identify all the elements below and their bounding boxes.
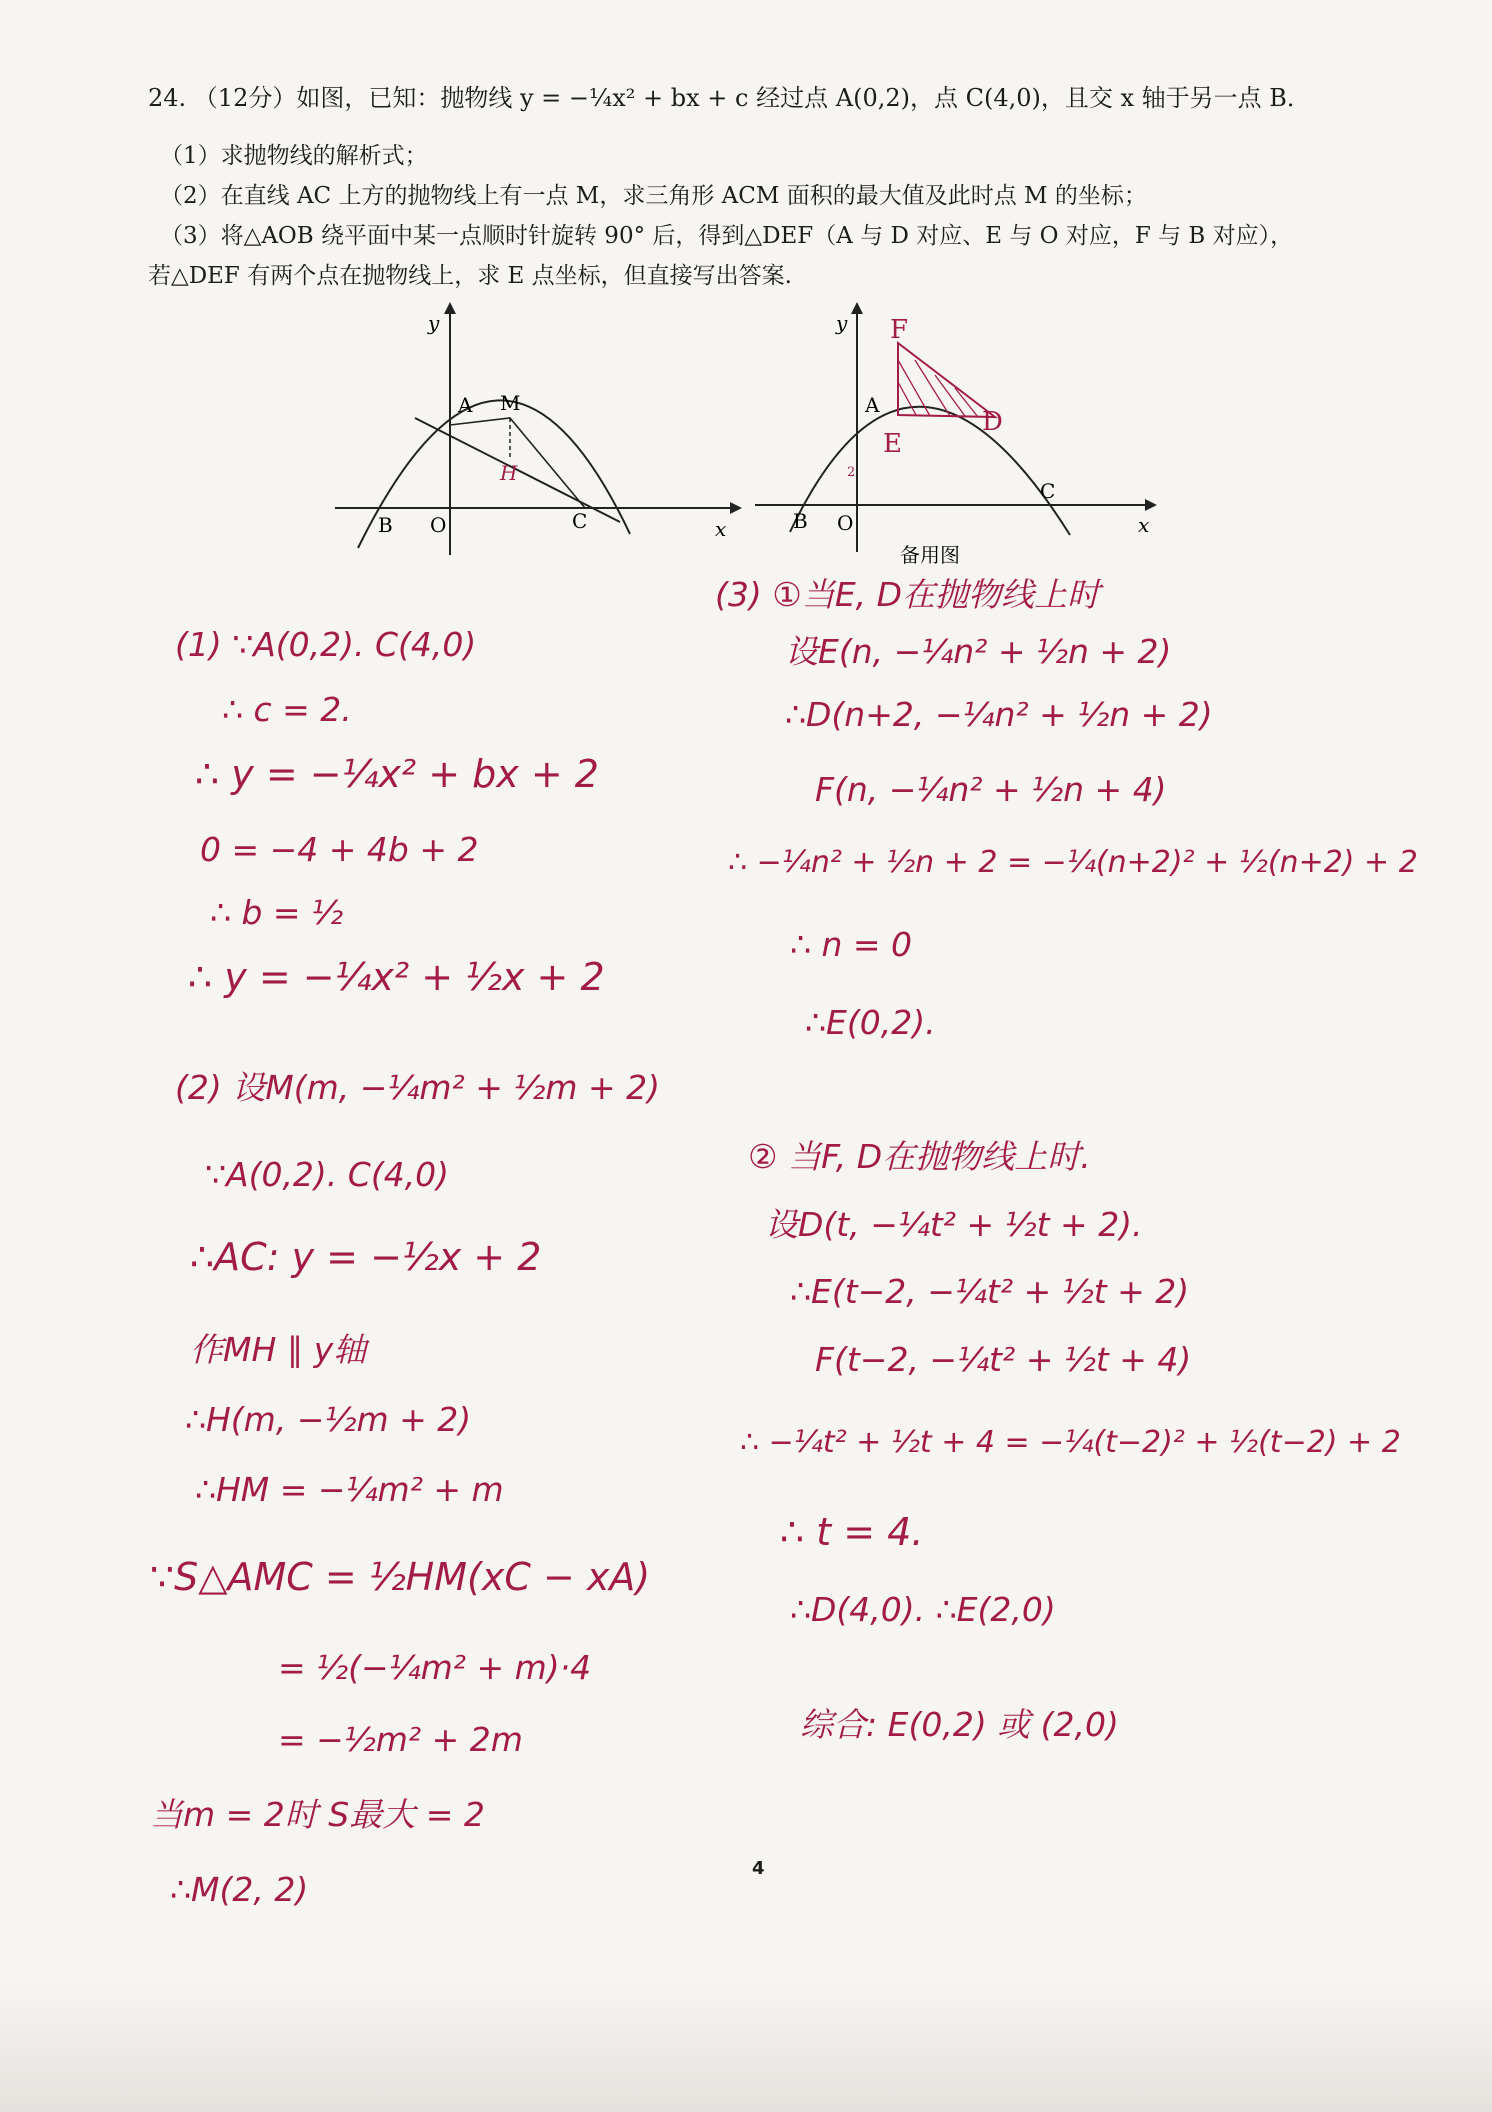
scan-shadow (0, 1982, 1492, 2112)
fig2-caption: 备用图 (900, 543, 960, 567)
fig2-triangle-def (898, 343, 995, 417)
fig2-label-f: F (890, 315, 909, 345)
solution-left-line-14: = ½(−¼m² + m)·4 (278, 1648, 592, 1687)
fig2-label-b: B (793, 509, 808, 533)
page-number: 4 (752, 1858, 765, 1879)
solution-right-line-2: 设E(n, −¼n² + ½n + 2) (785, 632, 1172, 671)
solution-left-line-17: ∴M(2, 2) (170, 1870, 309, 1909)
fig1-y-arrow (444, 302, 456, 314)
question-part-3-line-1: （3）将△AOB 绕平面中某一点顺时针旋转 90° 后，得到△DEF（A 与 D 对应、E 与 O 对应，F 与 B 对应）， (160, 223, 1294, 249)
fig2-label-c: C (1040, 479, 1056, 503)
solution-right-line-1: (3) ①当E, D在抛物线上时 (715, 575, 1101, 614)
fig1-label-a: A (458, 393, 473, 417)
solution-left-line-12: ∴HM = −¼m² + m (195, 1470, 504, 1509)
fig1-line-ac (415, 418, 620, 522)
figure-1 (330, 300, 760, 560)
solution-left-line-8: ∵A(0,2). C(4,0) (205, 1155, 450, 1194)
fig1-label-b: B (378, 513, 393, 537)
solution-right-line-11: F(t−2, −¼t² + ½t + 4) (815, 1340, 1192, 1379)
question-part-2: （2）在直线 AC 上方的抛物线上有一点 M，求三角形 ACM 面积的最大值及此时点 M 的坐标； (160, 183, 1147, 209)
solution-right-line-10: ∴E(t−2, −¼t² + ½t + 2) (790, 1272, 1190, 1311)
question-part-3-line-2: 若△DEF 有两个点在抛物线上，求 E 点坐标，但直接写出答案. (148, 263, 792, 289)
solution-left-line-10: 作MH ∥ y轴 (190, 1330, 367, 1369)
fig2-y-label: y (836, 311, 848, 335)
solution-right-line-13: ∴ t = 4. (780, 1510, 924, 1554)
fig2-side-label: 2 (847, 465, 856, 480)
solution-left-line-7: (2) 设M(m, −¼m² + ½m + 2) (175, 1068, 660, 1107)
solution-right-line-15: 综合: E(0,2) 或 (2,0) (800, 1705, 1119, 1744)
fig2-origin-label: O (837, 511, 854, 535)
fig1-x-label: x (715, 517, 727, 541)
fig1-label-h: H (500, 461, 518, 485)
solution-right-line-6: ∴ n = 0 (790, 925, 913, 964)
fig2-parabola (790, 407, 1070, 535)
solution-right-line-3: ∴D(n+2, −¼n² + ½n + 2) (785, 695, 1213, 734)
question-part-1: （1）求抛物线的解析式； (160, 143, 428, 169)
fig2-x-label: x (1138, 513, 1150, 537)
solution-right-line-8: ② 当F, D在抛物线上时. (748, 1137, 1091, 1176)
fig2-label-d: D (982, 407, 1003, 437)
fig1-parabola (358, 400, 630, 548)
solution-left-line-15: = −½m² + 2m (278, 1720, 523, 1759)
solution-left-line-16: 当m = 2时 S最大 = 2 (150, 1795, 485, 1834)
solution-right-line-4: F(n, −¼n² + ½n + 4) (815, 770, 1167, 809)
fig1-x-arrow (730, 502, 742, 514)
solution-left-line-13: ∵S△AMC = ½HM(xC − xA) (150, 1555, 651, 1599)
solution-right-line-7: ∴E(0,2). (805, 1003, 936, 1042)
question-header: 24. （12分）如图，已知：抛物线 y = −¼x² + bx + c 经过点 A(0,2)，点 C(4,0)，且交 x 轴于另一点 B． (148, 84, 1311, 112)
solution-left-line-2: ∴ c = 2. (222, 690, 352, 729)
solution-left-line-9: ∴AC: y = −½x + 2 (190, 1235, 542, 1279)
fig2-label-e: E (883, 429, 902, 459)
solution-right-line-9: 设D(t, −¼t² + ½t + 2). (765, 1205, 1143, 1244)
fig2-x-arrow (1145, 499, 1157, 511)
solution-left-line-1: (1) ∵A(0,2). C(4,0) (175, 625, 477, 664)
solution-left-line-5: ∴ b = ½ (210, 893, 344, 932)
fig1-label-m: M (500, 391, 521, 415)
solution-left-line-11: ∴H(m, −½m + 2) (185, 1400, 472, 1439)
solution-right-line-12: ∴ −¼t² + ½t + 4 = −¼(t−2)² + ½(t−2) + 2 (740, 1425, 1401, 1460)
fig1-origin-label: O (430, 513, 447, 537)
solution-right-line-14: ∴D(4,0). ∴E(2,0) (790, 1590, 1056, 1629)
figure-2 (750, 300, 1180, 575)
fig2-y-arrow (851, 302, 863, 314)
solution-left-line-6: ∴ y = −¼x² + ½x + 2 (188, 955, 605, 999)
solution-left-line-4: 0 = −4 + 4b + 2 (200, 830, 479, 869)
fig2-label-a: A (865, 393, 880, 417)
solution-left-line-3: ∴ y = −¼x² + bx + 2 (195, 752, 599, 796)
solution-right-line-5: ∴ −¼n² + ½n + 2 = −¼(n+2)² + ½(n+2) + 2 (728, 845, 1418, 880)
fig1-y-label: y (428, 311, 440, 335)
fig1-label-c: C (572, 509, 588, 533)
